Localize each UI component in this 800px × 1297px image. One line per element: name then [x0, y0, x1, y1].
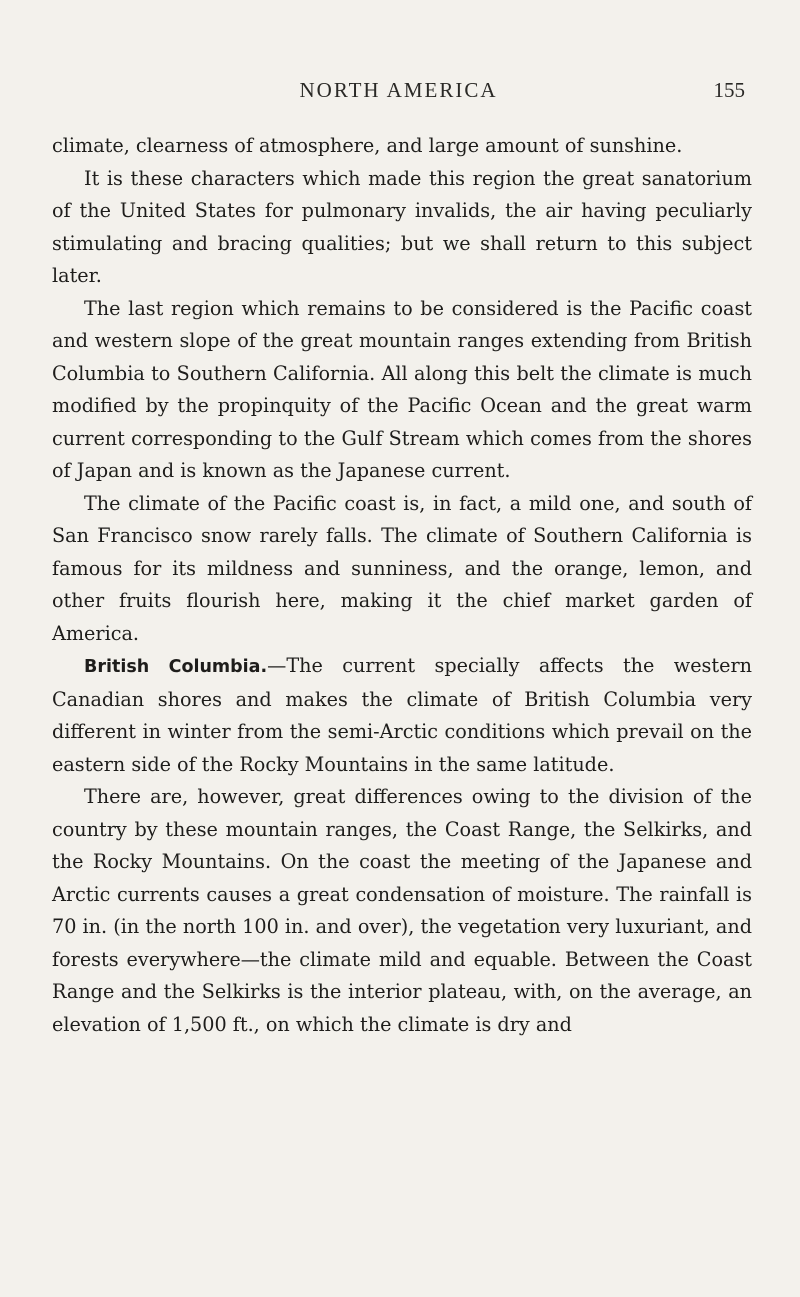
body-text: [52, 130, 752, 1041]
paragraph-continuation: [52, 130, 752, 163]
page-number: 155: [713, 78, 745, 102]
paragraph: [52, 781, 752, 1041]
paragraph-text: The last region which remains to be considered is the Pacific coast and western slope of the great mountain ranges extending from British Columbia to Southern California. All along this belt the climate is much modified by the propinquity of the Pacific Ocean and the great warm current corresponding to the Gulf Stream which comes from the shores of Japan and is known as the Japanese current.: [52, 296, 752, 482]
paragraph-british-columbia: [52, 650, 752, 781]
paragraph-text: It is these characters which made this region the great sanatorium of the United States for pulmonary invalids, the air having peculiarly stimulating and bracing qualities; but we shall return to this subject later.: [52, 166, 752, 287]
paragraph-text: The climate of the Pacific coast is, in fact, a mild one, and south of San Francisco snow rarely falls. The climate of Southern California is famous for its mildness and sunniness, and the orange, lemon, and other fruits flourish here, making it the chief market garden of America.: [52, 491, 752, 645]
paragraph-text: climate, clearness of atmosphere, and large amount of sunshine.: [52, 134, 683, 157]
running-head: [52, 78, 745, 108]
paragraph-text: There are, however, great differences owing to the division of the country by these mountain ranges, the Coast Range, the Selkirks, and the Rocky Mountains. On the coast the meeting of the Japanese and Arctic currents causes a great condensation of moisture. The rainfall is 70 in. (in the north 100 in. and over), the vegetation very luxuriant, and forests everywhere—the climate mild and equable. Between the Coast Range and the Selkirks is the interior plateau, with, on the average, an elevation of 1,500 ft., on which the climate is dry and: [52, 785, 752, 1036]
paragraph-text: —The current specially affects the western Canadian shores and makes the climate of British Columbia very different in winter from the semi-Arctic conditions which prevail on the eastern side of the Rocky Mountains in the same latitude.: [52, 654, 752, 776]
paragraph: [52, 293, 752, 488]
paragraph: [52, 163, 752, 293]
paragraph: [52, 488, 752, 651]
running-head-title: NORTH AMERICA: [299, 78, 498, 102]
section-runin-heading: British Columbia.: [84, 657, 268, 677]
